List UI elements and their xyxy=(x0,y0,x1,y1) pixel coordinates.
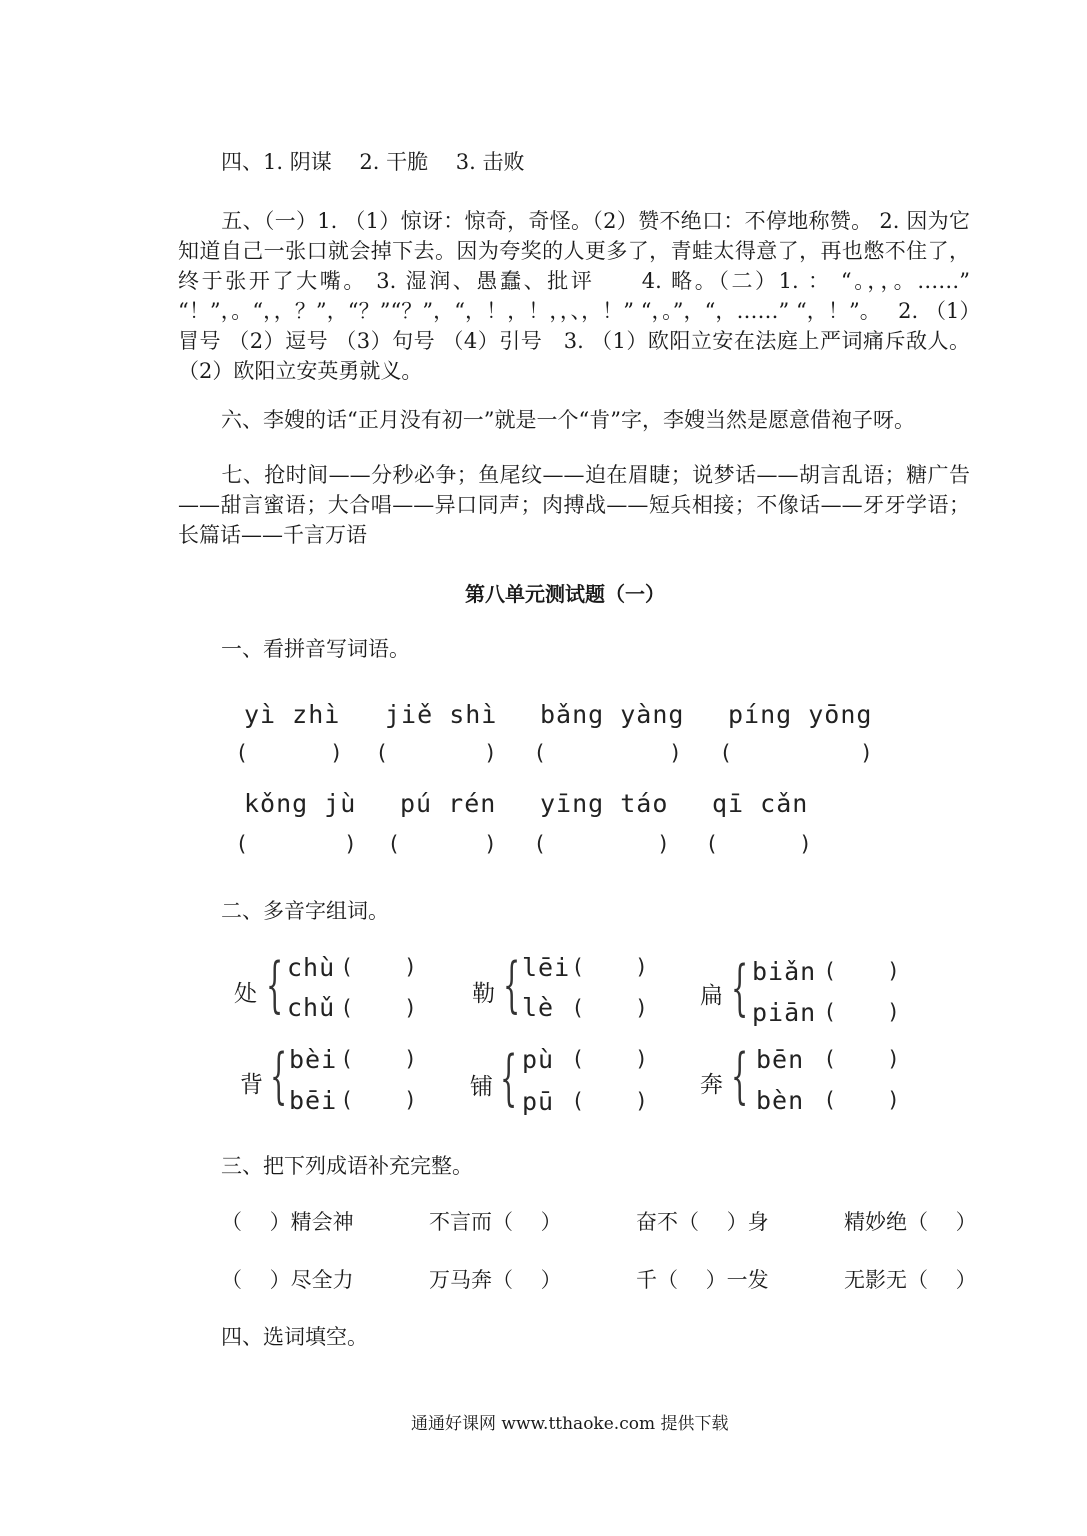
answer-blank: ) xyxy=(332,741,341,765)
answer-blank: ( xyxy=(343,1047,352,1071)
answer-blank: ( xyxy=(378,741,387,765)
answer-blank: ) xyxy=(637,1089,646,1113)
answer-blank: ) xyxy=(486,741,495,765)
idiom-item: 千（ ）一发 xyxy=(636,1268,769,1292)
poly-char-2: 勒 xyxy=(472,981,495,1007)
idiom-item: 精妙绝（ ） xyxy=(844,1210,977,1234)
answer-blank: ( xyxy=(722,741,731,765)
answer-blank: ) xyxy=(406,955,415,979)
pinyin-5: kǒng jù xyxy=(244,789,357,818)
answer-six xyxy=(178,405,970,435)
idiom-item: 不言而（ ） xyxy=(429,1210,562,1234)
answer-blank: ) xyxy=(637,996,646,1020)
idiom-item: 奋不（ ）身 xyxy=(636,1210,769,1234)
answer-blank: ( xyxy=(343,955,352,979)
brace-icon: { xyxy=(503,950,521,1020)
answer-blank: ( xyxy=(826,1088,835,1112)
answer-blank: ( xyxy=(826,1047,835,1071)
answer-blank: ( xyxy=(238,741,247,765)
brace-icon: { xyxy=(266,950,284,1020)
answer-blank: ) xyxy=(486,832,495,856)
poly-char-5: 铺 xyxy=(470,1074,493,1100)
answer-blank: ) xyxy=(637,1047,646,1071)
pinyin-4: píng yōng xyxy=(728,700,873,729)
answer-blank: ( xyxy=(238,832,247,856)
answer-blank: ) xyxy=(659,832,668,856)
question-two: 二、多音字组词。 xyxy=(221,899,389,923)
question-one: 一、看拼音写词语。 xyxy=(221,637,410,661)
idiom-item: 万马奔（ ） xyxy=(429,1268,562,1292)
answer-blank: ( xyxy=(343,1088,352,1112)
answer-blank: ( xyxy=(390,832,399,856)
pinyin-7: yīng táo xyxy=(540,789,669,818)
answer-blank: ) xyxy=(346,832,355,856)
answer-blank: ) xyxy=(889,959,898,983)
poly-char-3: 扁 xyxy=(700,983,723,1009)
idiom-item: 无影无（ ） xyxy=(844,1268,977,1292)
poly-reading: bēn xyxy=(756,1045,805,1074)
answer-blank: ( xyxy=(708,832,717,856)
answer-blank: ( xyxy=(574,955,583,979)
pinyin-1: yì zhì xyxy=(244,700,341,729)
poly-reading: bèi xyxy=(289,1045,338,1074)
answer-blank: ) xyxy=(406,1088,415,1112)
poly-reading: bēi xyxy=(289,1086,338,1115)
answer-blank: ( xyxy=(574,996,583,1020)
answer-blank: ( xyxy=(574,1047,583,1071)
answer-blank: ( xyxy=(536,832,545,856)
poly-reading: bèn xyxy=(756,1086,805,1115)
poly-reading: pū xyxy=(522,1087,555,1116)
poly-char-4: 背 xyxy=(240,1072,263,1098)
answer-blank: ) xyxy=(671,741,680,765)
pinyin-8: qī cǎn xyxy=(712,789,809,818)
answer-six-text: 六、李嫂的话“正月没有初一”就是一个“肯”字，李嫂当然是愿意借袍子呀。 xyxy=(221,408,915,432)
poly-reading: pù xyxy=(522,1045,555,1074)
answer-five xyxy=(178,206,970,386)
poly-reading: piān xyxy=(752,998,817,1027)
poly-reading: biǎn xyxy=(752,957,817,986)
answer-blank: ( xyxy=(574,1089,583,1113)
test-title: 第八单元测试题（一） xyxy=(465,582,665,606)
answer-blank: ) xyxy=(889,1047,898,1071)
brace-icon: { xyxy=(270,1041,288,1111)
answer-blank: ) xyxy=(889,1000,898,1024)
answer-five-text: 五、（一）1. （1）惊讶：惊奇，奇怪。（2）赞不绝口：不停地称赞。 2. 因为它知道自己一张口就会掉下去。因为夸奖的人更多了，青蛙太得意了，再也憋不住了，终于张开了大嘴。 3. 湿润、愚蠢、批评 4. 略。（二）1. ： “。，，。……” “！”，。“，，？”，“？”“？”，“，！，！，，、，！” “，。”，“，……” “，！”。 2. （1）冒号 （2）逗号 （3）句号 （4）引号 3. （1）欧阳立安在法庭上严词痛斥敌人。（2）欧阳立安英勇就义。 xyxy=(178,209,970,383)
page-footer: 通通好课网 www.tthaoke.com 提供下载 xyxy=(411,1414,729,1434)
brace-icon: { xyxy=(500,1043,518,1113)
answer-blank: ) xyxy=(406,1047,415,1071)
answer-seven xyxy=(178,460,970,550)
idiom-item: （ ）尽全力 xyxy=(221,1268,354,1292)
answer-seven-text: 七、抢时间——分秒必争；鱼尾纹——迫在眉睫；说梦话——胡言乱语；糖广告——甜言蜜语；大合唱——异口同声；肉搏战——短兵相接；不像话——牙牙学语；长篇话——千言万语 xyxy=(178,463,970,547)
idiom-item: （ ）精会神 xyxy=(221,1210,354,1234)
brace-icon: { xyxy=(731,953,749,1023)
poly-reading: chù xyxy=(287,953,336,982)
answer-blank: ) xyxy=(637,955,646,979)
answer-blank: ) xyxy=(801,832,810,856)
answer-blank: ) xyxy=(889,1088,898,1112)
answer-four: 四、1. 阴谋 2. 干脆 3. 击败 xyxy=(221,150,525,174)
pinyin-2: jiě shì xyxy=(385,700,498,729)
question-four: 四、选词填空。 xyxy=(221,1325,368,1349)
question-three: 三、把下列成语补充完整。 xyxy=(221,1154,473,1178)
poly-char-1: 处 xyxy=(234,981,257,1007)
pinyin-3: bǎng yàng xyxy=(540,700,685,729)
answer-blank: ) xyxy=(862,741,871,765)
answer-blank: ( xyxy=(536,741,545,765)
answer-blank: ( xyxy=(826,1000,835,1024)
poly-char-6: 奔 xyxy=(700,1072,723,1098)
answer-blank: ( xyxy=(826,959,835,983)
answer-blank: ( xyxy=(343,996,352,1020)
poly-reading: lè xyxy=(522,993,555,1022)
answer-blank: ) xyxy=(406,996,415,1020)
poly-reading: lēi xyxy=(522,953,571,982)
poly-reading: chǔ xyxy=(287,993,336,1022)
brace-icon: { xyxy=(731,1041,749,1111)
pinyin-6: pú rén xyxy=(400,789,497,818)
